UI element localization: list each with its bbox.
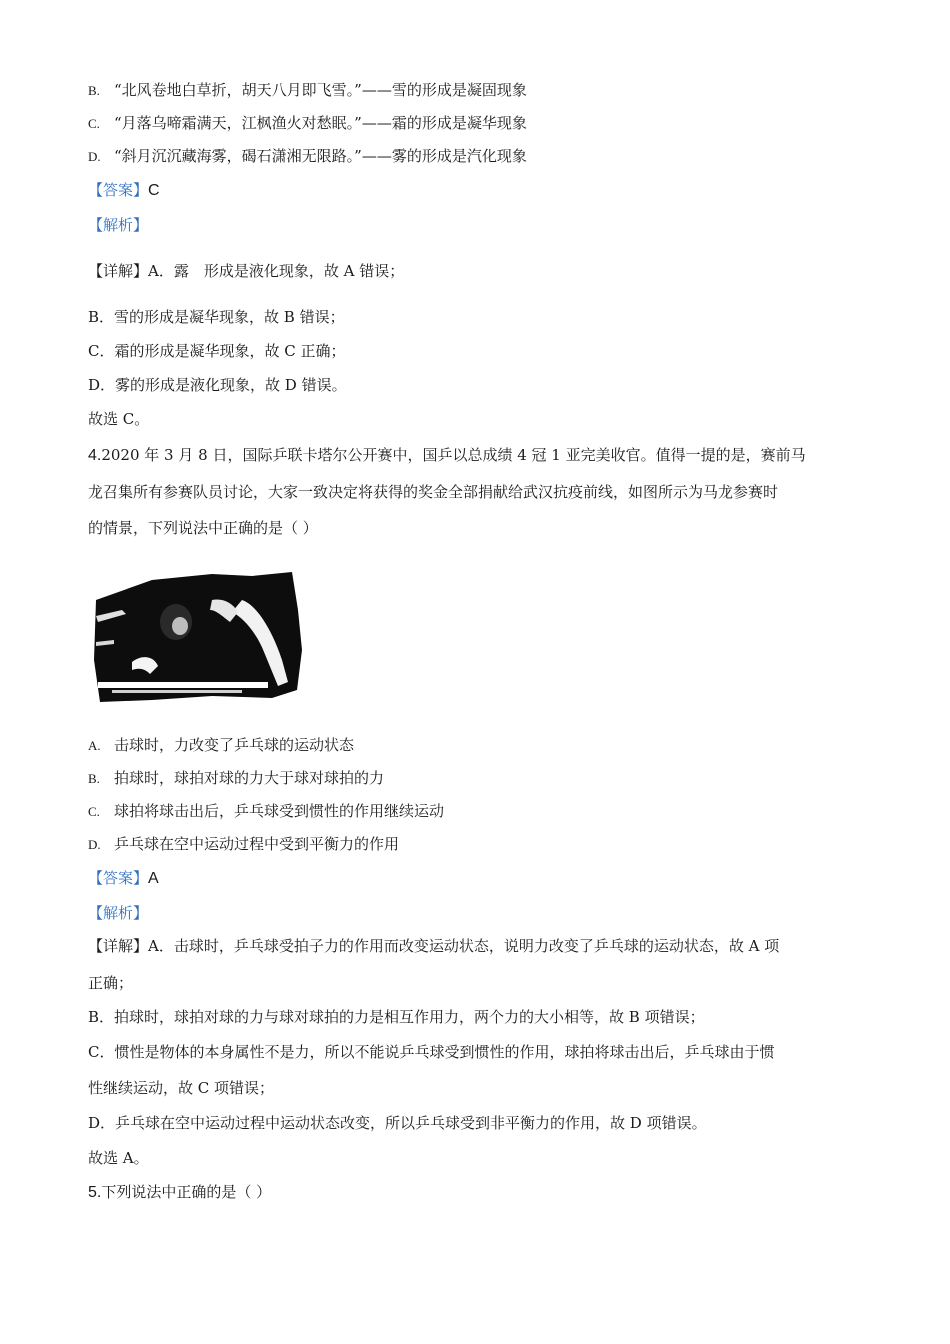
q4-stem-line-1 (88, 445, 806, 466)
option-text: 乒乓球在空中运动过程中受到平衡力的作用 (114, 835, 400, 853)
q3-detail-line-3: C．霜的形成是凝华现象，故 C 正确； (88, 342, 346, 360)
question-number: 4. (88, 447, 102, 464)
q4-detail-line-6: D．乒乓球在空中运动过程中运动状态改变，所以乒乓球受到非平衡力的作用，故 D 项错误。 (88, 1114, 707, 1132)
option-text: 拍球时，球拍对球的力大于球对球拍的力 (114, 769, 385, 787)
stem-text: 2020 年 3 月 8 日，国际乒联卡塔尔公开赛中，国乒以总成绩 4 冠 1 亚完美收官。值得一提的是，赛前马 (101, 446, 806, 464)
q5-stem (88, 1182, 271, 1203)
detail-tag: 【详解】 (88, 937, 149, 955)
option-text: “北风卷地白草折，胡天八月即飞雪。”——雪的形成是凝固现象 (114, 81, 527, 99)
q3-option-d (88, 146, 527, 167)
analysis-tag: 【解析】 (88, 216, 149, 234)
option-text: 球拍将球击出后，乒乓球受到惯性的作用继续运动 (114, 802, 445, 820)
answer-tag: 【答案】 (88, 181, 149, 199)
q3-answer (88, 180, 160, 201)
q3-detail-line-1 (88, 261, 404, 281)
q4-answer (88, 868, 159, 889)
q3-option-b (88, 80, 527, 101)
q3-detail-line-2: B．雪的形成是凝华现象，故 B 错误； (88, 308, 345, 326)
q4-detail-line-2: 正确； (88, 974, 134, 992)
q4-detail-line-3: B．拍球时，球拍对球的力与球对球拍的力是相互作用力，两个力的大小相等，故 B 项错误； (88, 1008, 705, 1026)
answer-value: C (148, 182, 160, 199)
detail-tag: 【详解】 (88, 262, 149, 280)
q4-detail-line-5: 性继续运动，故 C 项错误； (88, 1079, 275, 1097)
analysis-tag: 【解析】 (88, 904, 149, 922)
answer-tag: 【答案】 (88, 869, 149, 887)
option-letter: C. (88, 804, 100, 819)
q4-analysis-tag (88, 903, 148, 923)
q4-stem-line-2: 龙召集所有参赛队员讨论，大家一致决定将获得的奖金全部捐献给武汉抗疫前线，如图所示为马龙参赛时 (88, 483, 779, 501)
q4-option-b (88, 768, 384, 789)
answer-value: A (148, 870, 159, 887)
option-letter: D. (88, 149, 101, 164)
option-letter: B. (88, 83, 100, 98)
q4-conclusion: 故选 A。 (88, 1149, 149, 1167)
option-text: “斜月沉沉藏海雾，碣石潇湘无限路。”——雾的形成是汽化现象 (114, 147, 527, 165)
question-number: 5. (88, 1184, 102, 1201)
option-text: “月落乌啼霜满天，江枫渔火对愁眠。”——霜的形成是凝华现象 (114, 114, 527, 132)
stem-text: 下列说法中正确的是（ ） (101, 1183, 272, 1201)
q4-option-d (88, 834, 399, 855)
option-text: 击球时，力改变了乒乓球的运动状态 (114, 736, 355, 754)
detail-text: A．露 形成是液化现象，故 A 错误； (148, 262, 405, 280)
detail-text: A．击球时，乒乓球受拍子力的作用而改变运动状态，说明力改变了乒乓球的运动状态，故 A 项 (148, 937, 780, 955)
option-letter: D. (88, 837, 101, 852)
q3-analysis-tag (88, 215, 148, 235)
option-letter: B. (88, 771, 100, 786)
q4-option-c (88, 801, 444, 822)
q3-conclusion: 故选 C。 (88, 410, 150, 428)
q4-detail-line-1 (88, 936, 779, 956)
q4-detail-line-4: C．惯性是物体的本身属性不是力，所以不能说乒乓球受到惯性的作用，球拍将球击出后，乒乓球由于惯 (88, 1043, 775, 1061)
ma-long-photo (92, 570, 304, 710)
q3-option-c (88, 113, 527, 134)
q4-option-a (88, 735, 354, 756)
q4-stem-line-3: 的情景，下列说法中正确的是（ ） (88, 519, 318, 537)
q3-detail-line-4: D．雾的形成是液化现象，故 D 错误。 (88, 376, 347, 394)
option-letter: C. (88, 116, 100, 131)
option-letter: A. (88, 738, 101, 753)
